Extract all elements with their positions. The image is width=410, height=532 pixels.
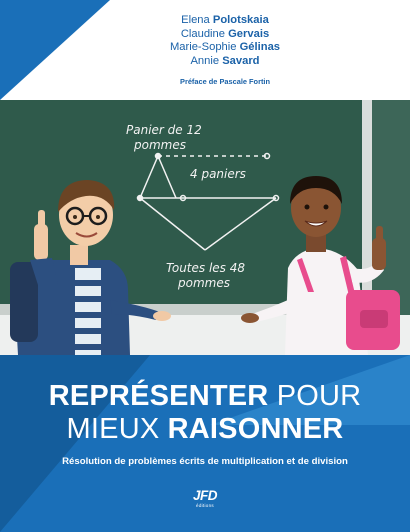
book-subtitle: Résolution de problèmes écrits de multiplication et de division xyxy=(62,456,348,467)
board-text-total-2: pommes xyxy=(178,276,230,290)
publisher-logo-mark: JFD xyxy=(192,488,217,503)
book-title xyxy=(0,380,410,446)
corner-triangle xyxy=(0,0,110,100)
author-2: Claudine Gervais xyxy=(180,27,270,40)
classroom-illustration xyxy=(0,100,410,355)
preface-credit: Préface de Pascale Fortin xyxy=(180,77,270,86)
publisher-logo-sub: éditions xyxy=(196,503,214,508)
board-text-total-1: Toutes les 48 xyxy=(166,261,246,275)
board-text-basket-1: Panier de 12 xyxy=(126,123,202,137)
author-4: Annie Savard xyxy=(190,54,260,67)
board-text-baskets: 4 paniers xyxy=(190,167,246,181)
title-band xyxy=(0,355,410,532)
board-text-basket-2: pommes xyxy=(134,138,186,152)
author-1: Elena Polotskaia xyxy=(181,14,269,26)
author-list xyxy=(100,14,350,68)
author-3: Marie-Sophie Gélinas xyxy=(169,41,281,54)
publisher-logo xyxy=(185,489,225,509)
title-line-1: REPRÉSENTER POUR xyxy=(48,380,362,412)
cover-photo xyxy=(0,100,410,355)
title-line-2: MIEUX RAISONNER xyxy=(66,413,344,445)
